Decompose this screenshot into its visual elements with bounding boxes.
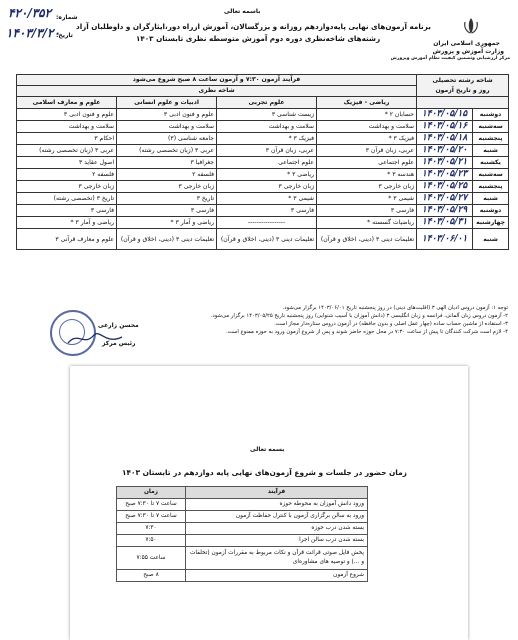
subject-cell: جغرافیا ۳ [117, 157, 217, 169]
day-cell: شنبه [473, 229, 509, 250]
major-header-text: شاخه رشته تحصیلی [432, 76, 493, 84]
process-cell: پخش فایل صوتی قرائت قرآن و نکات مربوط به مقررات آزمون (تخلفات و ...) و توصیه های مشاوره‌ای [186, 547, 368, 570]
time-header: زمان [117, 487, 186, 499]
subject-cell: سلامت و بهداشت [117, 121, 217, 133]
subject-cell: علوم اجتماعی [217, 157, 317, 169]
attendance-timing-document [70, 366, 468, 640]
table-row [17, 193, 509, 205]
timing-row [117, 511, 368, 523]
process-cell: بسته شدن درب حوزه [186, 523, 368, 535]
document-title-line1: برنامه آزمون‌های نهایی پایه‌دوازدهم روزانه و بزرگسالان، آموزش ازراه دور،ایثارگران و داوطلبان آزاد [76, 22, 431, 31]
subject-cell: زبان خارجی ۳ [317, 181, 417, 193]
table-row [17, 133, 509, 145]
subject-cell: عربی ۳ (زبان تخصصی رشته) [17, 145, 117, 157]
subject-cell: علوم اجتماعی [317, 157, 417, 169]
process-cell: ورود به سالن برگزاری آزمون با کنترل حفاظت آزمون [186, 511, 368, 523]
table-row [17, 157, 509, 169]
date-cell: ۱۴۰۳/۰۵/۲۱ [417, 157, 473, 169]
subject-cell: عربی، زبان قرآن ۳ [217, 145, 317, 157]
date-cell: ۱۴۰۳/۰۵/۲۳ [417, 169, 473, 181]
subject-cell: علوم و معارف قرآنی ۳ [17, 229, 117, 250]
timing-row [117, 499, 368, 511]
letter-number: ۴۲۰/۳۵۲ [8, 6, 52, 20]
process-cell: بسته شدن درب سالن اجرا [186, 535, 368, 547]
subject-cell: فیزیک ۳ * [317, 133, 417, 145]
subject-cell: تعلیمات دینی ۳ (دینی، اخلاق و قرآن) [317, 229, 417, 250]
signer-title: رئیس مرکز [102, 340, 136, 347]
time-cell: ساعت ۷ تا ۷:۳۰ صبح [117, 499, 186, 511]
time-cell: ساعت ۷ تا ۷:۳۰ صبح [117, 511, 186, 523]
letter-date: ۱۴۰۳/۳/۲۰ [6, 26, 60, 40]
subject-cell: زبان خارجی ۳ [17, 181, 117, 193]
subject-cell: فارسی ۳ [117, 205, 217, 217]
timing-row [117, 535, 368, 547]
major-header-humanities: ادبیات و علوم انسانی [117, 97, 217, 109]
subject-cell: عربی، زبان قرآن ۳ [317, 145, 417, 157]
subject-cell: هندسه ۳ * [317, 169, 417, 181]
document-title-line2: رشته‌های شاخه‌نظری دوره دوم آموزش متوسطه نظری تابستان ۱۴۰۳ [136, 34, 381, 43]
subject-cell: ریاضیات گسسته * [317, 217, 417, 229]
time-cell: ۷:۵۰ [117, 535, 186, 547]
subject-cell: فیزیک ۳ * [217, 133, 317, 145]
time-cell: ۸ صبح [117, 570, 186, 582]
date-cell: ۱۴۰۳/۰۵/۲۷ [417, 193, 473, 205]
day-cell: دوشنبه [473, 205, 509, 217]
day-cell: شنبه [473, 145, 509, 157]
date-label: تاریخ: [56, 32, 73, 39]
subject-cell: سلامت و بهداشت [217, 121, 317, 133]
date-cell: ۱۴۰۳/۰۵/۱۸ [417, 133, 473, 145]
number-label: شماره: [56, 14, 78, 21]
table-row [17, 169, 509, 181]
day-cell: پنجشنبه [473, 181, 509, 193]
table-row [17, 205, 509, 217]
table-row [17, 181, 509, 193]
header-banner [17, 75, 417, 86]
banner-text: فرآیند آزمون ۷:۳۰ و آزمون ساعت ۸ صبح شروع می‌شود [132, 76, 301, 83]
notes-block [166, 304, 508, 336]
exam-schedule-document [6, 4, 512, 362]
time-cell: ۷:۳۰ [117, 523, 186, 535]
subject-cell: فلسفه ۲ [117, 169, 217, 181]
subject-cell: زبان خارجی ۳ [117, 181, 217, 193]
ministry-name: وزارت آموزش و پرورش [432, 48, 504, 55]
table-row [17, 217, 509, 229]
table-major-row [17, 97, 509, 109]
process-header: فرآیند [186, 487, 368, 499]
note-2: ۲- آزمون دروس زبان آلمانی، فرانسه و زبان انگلیسی ۳ (دانش آموزان با آسیب شنوایی) روز پنجشنبه تاریخ ۱۴۰۳/۰۵/۲۵ برگزار می‌شود. [210, 313, 508, 319]
timing-title: زمان حضور در جلسات و شروع آزمون‌های نهایی پایه دوازدهم در تابستان ۱۴۰۳ [122, 468, 407, 477]
exam-schedule-table [16, 74, 509, 250]
date-cell: ۱۴۰۳/۰۵/۳۱ [417, 217, 473, 229]
day-cell: یکشنبه [473, 157, 509, 169]
process-cell: شروع آزمون [186, 570, 368, 582]
date-cell: ۱۴۰۳/۰۵/۱۵ [417, 109, 473, 121]
subject-cell: عربی ۳ (زبان تخصصی رشته) [117, 145, 217, 157]
header-major-label [417, 75, 509, 97]
subject-cell: تعلیمات دینی ۳ (دینی، اخلاق و قرآن) [217, 229, 317, 250]
subject-cell: شیمی ۳ * [317, 193, 417, 205]
note-1: توجه ۱: آزمون دروس ادیان الهی ۳ (اقلیت‌های دینی) در روز پنجشنبه تاریخ ۱۴۰۳/۰۶/۰۱ برگزار می‌شود. [282, 305, 508, 311]
subject-cell: سلامت و بهداشت [317, 121, 417, 133]
bismillah-heading-2: بسمه تعالی [250, 446, 285, 453]
subject-cell: اصول عقاید ۳ [17, 157, 117, 169]
note-4: ۴- لازم است شرکت کنندگان تا پیش از ساعت ۷:۳۰ در محل حوزه حاضر شوند و پس از شروع آزمون ورود به حوزه ممنوع است. [226, 329, 508, 335]
subject-cell: ریاضی و آمار ۳ * [17, 217, 117, 229]
signer-name: محسن زارعی [98, 322, 139, 329]
timing-row [117, 523, 368, 535]
timing-row [117, 547, 368, 570]
table-row [17, 121, 509, 133]
subject-cell: ----------------- [217, 217, 317, 229]
republic-name: جمهوری اسلامی ایران [433, 40, 500, 47]
bismillah-heading: باسمه تعالی [224, 8, 261, 15]
subject-cell: زیست شناسی ۳ [217, 109, 317, 121]
timing-table [116, 486, 368, 582]
table-row [17, 145, 509, 157]
major-header-math: ریاضی - فیزیک [317, 97, 417, 109]
subject-cell: تاریخ ۳ [117, 193, 217, 205]
subject-cell: فارسی ۳ [17, 205, 117, 217]
subject-cell: تعلیمات دینی ۳ (دینی، اخلاق و قرآن) [117, 229, 217, 250]
day-cell: شنبه [473, 193, 509, 205]
day-cell: سه‌شنبه [473, 169, 509, 181]
subject-cell: تاریخ ۳ (تخصصی رشته) [17, 193, 117, 205]
day-cell: دوشنبه [473, 109, 509, 121]
note-3: ۳- استفاده از ماشین حساب ساده (چهار عمل اصلی و بدون حافظه) در آزمون دروس ستاره‌دار مجاز است. [274, 321, 508, 327]
major-header-science: علوم تجربی [217, 97, 317, 109]
subject-cell: زبان خارجی ۳ [217, 181, 317, 193]
empty-corner-cell [417, 97, 509, 109]
table-row [17, 109, 509, 121]
major-header-islamic: علوم و معارف اسلامی [17, 97, 117, 109]
day-date-header-text: روز و تاریخ آزمون [435, 86, 490, 94]
subject-cell: فارسی ۳ [217, 205, 317, 217]
date-cell: ۱۴۰۳/۰۵/۲۹ [417, 205, 473, 217]
timing-row [117, 570, 368, 582]
iran-emblem-icon [461, 16, 481, 36]
table-row [17, 229, 509, 250]
date-cell: ۱۴۰۳/۰۵/۱۶ [417, 121, 473, 133]
process-cell: ورود دانش آموزان به محوطه حوزه [186, 499, 368, 511]
date-cell: ۱۴۰۳/۰۶/۰۱ [417, 229, 473, 250]
date-cell: ۱۴۰۳/۰۵/۲۵ [417, 181, 473, 193]
subject-cell: علوم و فنون ادبی ۳ [117, 109, 217, 121]
center-name: مرکز ارزشیابی وتضمین کیفیت نظام آموزش وپرورش [390, 56, 510, 61]
subject-cell: سلامت و بهداشت [17, 121, 117, 133]
timing-header-row [117, 487, 368, 499]
subject-cell: شیمی ۳ * [217, 193, 317, 205]
branch-header: شاخه نظری [17, 86, 417, 97]
subject-cell: جامعه شناسی (۳) [117, 133, 217, 145]
date-cell: ۱۴۰۳/۰۵/۲۰ [417, 145, 473, 157]
subject-cell: احکام ۳ [17, 133, 117, 145]
day-cell: سه‌شنبه [473, 121, 509, 133]
time-cell: ساعت ۷:۵۵ [117, 547, 186, 570]
day-cell: چهارشنبه [473, 217, 509, 229]
day-cell: پنجشنبه [473, 133, 509, 145]
subject-cell: فارسی ۳ [317, 205, 417, 217]
subject-cell: ریاضی و آمار ۳ * [117, 217, 217, 229]
subject-cell: ریاضی ۳ * [217, 169, 317, 181]
subject-cell: فلسفه ۲ [17, 169, 117, 181]
table-header-row [17, 75, 509, 86]
subject-cell: حسابان ۲ * [317, 109, 417, 121]
subject-cell: علوم و فنون ادبی ۳ [17, 109, 117, 121]
